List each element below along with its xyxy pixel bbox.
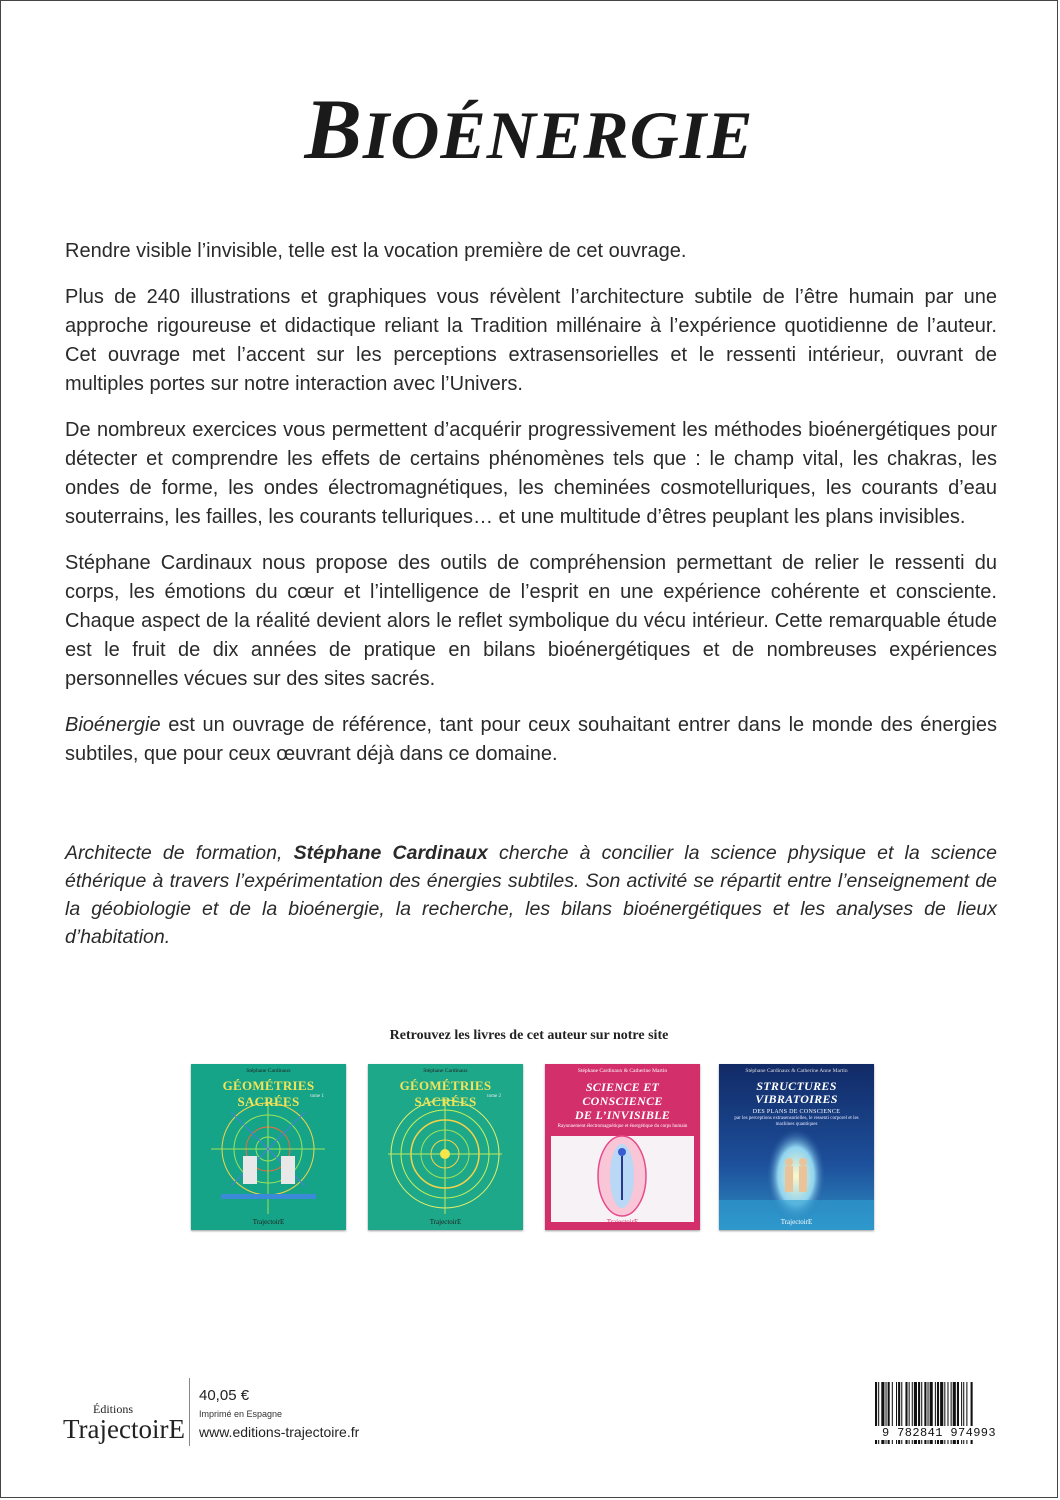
blurb-paragraph: Stéphane Cardinaux nous propose des outils de compréhension permettant de relier le ressenti du corps, les émotions du cœur et l’intelligence de l’esprit en une expérience cohérente et consciente. Chaque aspect de la réalité devient alors le reflet symbolique du vécu intérieur. Cette remarquable étude est le fruit de dix années de pratique en bilans bioénergétiques et de nombreuses expériences personnelles vécues sur des sites sacrés. <box>65 552 997 690</box>
book-subtitle: Rayonnement électromagnétique et énergétique du corps humain <box>557 1124 688 1129</box>
title-line: DES PLANS DE CONSCIENCE <box>752 1109 841 1115</box>
blurb-paragraph: De nombreux exercices vous permettent d’acquérir progressivement les méthodes bioénergétiques pour détecter et comprendre les effets de certains phénomènes tels que : le champ vital, les chakras, les ondes de forme, les ondes électromagnétiques, les cheminées cosmotelluriques, les courants d’eau souterrains, les failles, les courants telluriques… et une multitude d’êtres peuplant les plans invisibles. <box>65 419 997 528</box>
book-publisher: TrajectoirE <box>780 1218 813 1226</box>
blurb-paragraph: Rendre visible l’invisible, telle est la vocation première de cet ouvrage. <box>65 240 687 262</box>
blurb <box>65 237 997 769</box>
book-publisher: TrajectoirE <box>429 1218 462 1226</box>
closing-title: Bioénergie <box>65 714 161 736</box>
book-cover-geometries-1[interactable] <box>191 1064 346 1230</box>
book-author: Stéphane Cardinaux <box>246 1068 291 1074</box>
book-subtitle: par les perceptions extrasensorielles, le ressenti corporel et les machines quantiques <box>734 1116 859 1127</box>
title-initial: B <box>304 81 363 177</box>
book-publisher: TrajectoirE <box>606 1218 639 1226</box>
book-title <box>1 79 1057 179</box>
isbn-number: 9 782841 974993 <box>871 1426 1007 1440</box>
book-cover-geometries-2[interactable] <box>368 1064 523 1230</box>
publisher-website[interactable]: www.editions-trajectoire.fr <box>199 1424 360 1440</box>
book-author: Stéphane Cardinaux & Catherine Anne Martin <box>745 1068 848 1074</box>
book-tome: tome 2 <box>487 1094 501 1099</box>
title-line: SCIENCE ET <box>585 1080 660 1094</box>
book-author: Stéphane Cardinaux & Catherine Martin <box>577 1068 668 1074</box>
promo-heading: Retrouvez les livres de cet auteur sur notre site <box>389 1028 669 1043</box>
printed-in: Imprimé en Espagne <box>199 1409 283 1419</box>
book-title <box>719 1080 874 1119</box>
book-title <box>545 1080 700 1122</box>
book-tome: tome 1 <box>310 1094 324 1099</box>
title-line: STRUCTURES <box>756 1079 837 1093</box>
book-publisher: TrajectoirE <box>252 1218 285 1226</box>
author-name: Stéphane Cardinaux <box>293 842 488 864</box>
title-line: VIBRATOIRES <box>755 1092 838 1106</box>
book-title: GÉOMÉTRIES SACRÉES <box>399 1078 492 1109</box>
blurb-closing <box>65 711 997 769</box>
title-line: CONSCIENCE <box>582 1094 663 1108</box>
logo-editions: Éditions <box>93 1402 134 1416</box>
book-title: GÉOMÉTRIES SACRÉES <box>222 1078 315 1109</box>
bio-text: cherche à concilier la science physique et la science éthérique à travers l’expérimentation des énergies subtiles. Son activité se répartit entre l’enseignement de la géobiologie et de la bioénergie, la recherche, les bilans bioénergétiques et les analyses de lieux d’habitation. <box>65 842 997 948</box>
title-line: DE L’INVISIBLE <box>574 1108 671 1122</box>
book-cover-science-conscience[interactable] <box>545 1064 700 1230</box>
author-bio <box>65 839 997 951</box>
closing-text: est un ouvrage de référence, tant pour ceux souhaitant entrer dans le monde des énergies subtiles, que pour ceux œuvrant déjà dans ce domaine. <box>65 714 997 765</box>
blurb-paragraph: Plus de 240 illustrations et graphiques vous révèlent l’architecture subtile de l’être humain par une approche rigoureuse et didactique reliant la Tradition millénaire à l’expérience quotidienne de l’auteur. Cet ouvrage met l’accent sur les perceptions extrasensorielles et le ressenti intérieur, ouvrant de multiples portes sur notre interaction avec l’Univers. <box>65 286 997 395</box>
books-row <box>1 1064 1060 1234</box>
book-author: Stéphane Cardinaux <box>423 1068 468 1074</box>
bio-lead: Architecte de formation, <box>65 842 294 864</box>
footer-divider <box>189 1378 190 1446</box>
publisher-logo <box>63 1402 185 1445</box>
price: 40,05 € <box>199 1387 250 1404</box>
title-rest: IOÉNERGIE <box>362 97 754 173</box>
logo-name: TrajectoirE <box>63 1414 185 1444</box>
book-cover-structures-vibratoires[interactable] <box>719 1064 874 1230</box>
